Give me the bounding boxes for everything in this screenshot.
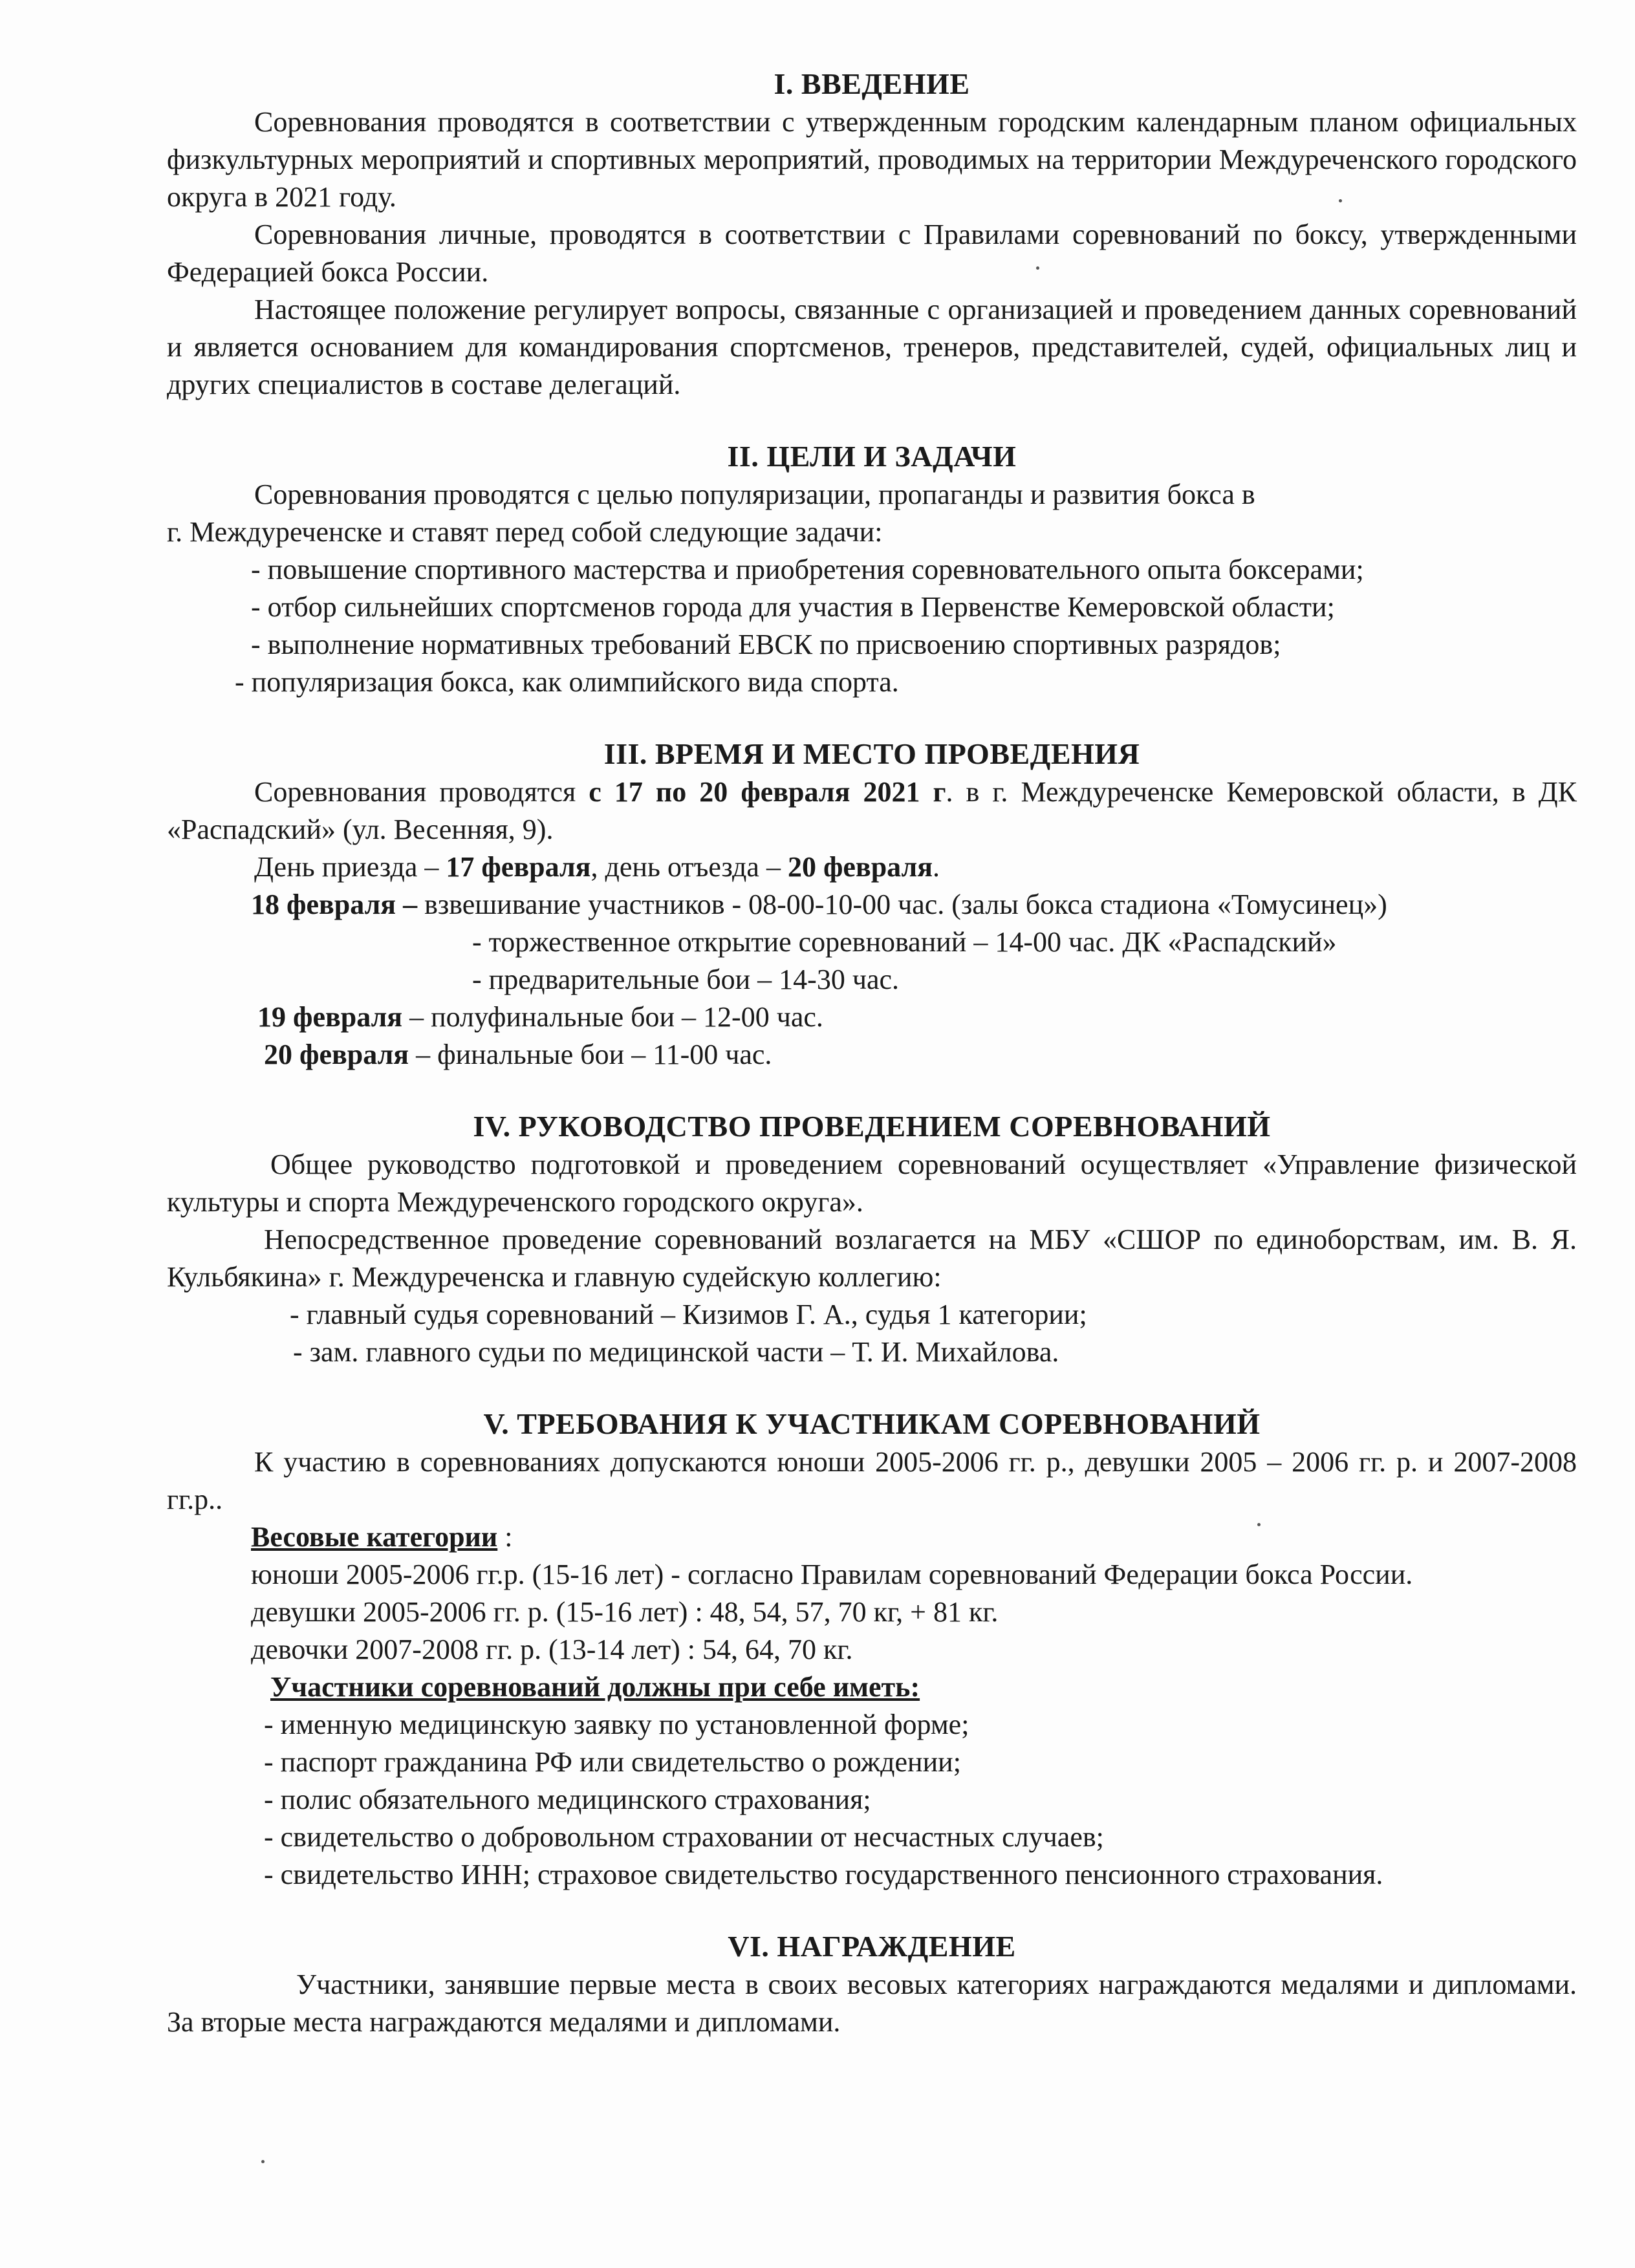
weight-category: девушки 2005-2006 гг. р. (15-16 лет) : 48, 54, 57, 70 кг, + 81 кг.	[251, 1596, 999, 1628]
schedule-line	[167, 999, 1577, 1036]
schedule-line	[167, 886, 1577, 923]
list-item: - популяризация бокса, как олимпийского вида спорта.	[235, 666, 899, 698]
section-title: VI. НАГРАЖДЕНИЕ	[728, 1930, 1016, 1963]
list-item: - свидетельство о добровольном страховании от несчастных случаев;	[264, 1821, 1104, 1853]
date-range: с 17 по 20 февраля 2021 г	[589, 776, 946, 808]
weight-categories-heading	[167, 1518, 1577, 1556]
schedule-date: 20 февраля	[264, 1039, 409, 1070]
section-title: IV. РУКОВОДСТВО ПРОВЕДЕНИЕМ СОРЕВНОВАНИЙ	[473, 1110, 1271, 1143]
schedule-line: - предварительные бои – 14-30 час.	[472, 964, 899, 995]
list-item: - отбор сильнейших спортсменов города для участия в Первенстве Кемеровской области;	[251, 591, 1335, 623]
section-introduction	[167, 65, 1577, 404]
list-item: - повышение спортивного мастерства и приобретения соревновательного опыта боксерами;	[251, 554, 1364, 585]
schedule-date: 18 февраля –	[251, 889, 418, 920]
schedule-text: – финальные бои – 11-00 час.	[409, 1039, 772, 1070]
section-management	[167, 1107, 1577, 1371]
weight-category: девочки 2007-2008 гг. р. (13-14 лет) : 54, 64, 70 кг.	[251, 1634, 853, 1665]
paragraph: г. Междуреченске и ставят перед собой следующие задачи:	[167, 516, 883, 548]
document-page	[167, 65, 1577, 2041]
paragraph: Участники, занявшие первые места в своих весовых категориях награждаются медалями и дипломами. За вторые места награждаются медалями и дипломами.	[167, 1969, 1577, 2038]
section-title: III. ВРЕМЯ И МЕСТО ПРОВЕДЕНИЯ	[603, 737, 1140, 770]
section-time-place	[167, 735, 1577, 1074]
text: .	[933, 851, 940, 883]
section-title: I. ВВЕДЕНИЕ	[774, 67, 970, 100]
text: . в г. Междуреченске Кемеровской области, в ДК «Распадский» (ул. Весенняя, 9).	[167, 776, 1577, 845]
schedule-text: взвешивание участников - 08-00-10-00 час. (залы бокса стадиона «Томусинец»)	[417, 889, 1387, 920]
list-item: - паспорт гражданина РФ или свидетельство о рождении;	[264, 1746, 961, 1778]
section-awards	[167, 1927, 1577, 2041]
paragraph: Соревнования личные, проводятся в соответствии с Правилами соревнований по боксу, утвержденными Федерацией бокса России.	[167, 219, 1577, 288]
paragraph	[167, 848, 1577, 886]
paragraph	[167, 773, 1577, 848]
list-item: - именную медицинскую заявку по установленной форме;	[264, 1709, 969, 1740]
schedule-line: - торжественное открытие соревнований – 14-00 час. ДК «Распадский»	[472, 926, 1337, 958]
scan-speck	[1339, 199, 1342, 202]
list-item: - выполнение нормативных требований ЕВСК по присвоению спортивных разрядов;	[251, 629, 1281, 660]
paragraph: Непосредственное проведение соревнований возлагается на МБУ «СШОР по единоборствам, им. В. Я. Кульбякина» г. Междуреченска и главную судейскую коллегию:	[167, 1224, 1577, 1293]
section-requirements	[167, 1405, 1577, 1894]
text: , день отъезда –	[590, 851, 788, 883]
section-title: V. ТРЕБОВАНИЯ К УЧАСТНИКАМ СОРЕВНОВАНИЙ	[483, 1407, 1261, 1440]
schedule-date: 19 февраля	[257, 1001, 403, 1033]
heading-text: Весовые категории	[251, 1521, 498, 1553]
schedule-line	[167, 1036, 1577, 1074]
text: :	[497, 1521, 513, 1553]
paragraph: К участию в соревнованиях допускаются юноши 2005-2006 гг. р., девушки 2005 – 2006 гг. р. и 2007-2008 гг.р..	[167, 1446, 1577, 1515]
section-title: II. ЦЕЛИ И ЗАДАЧИ	[727, 440, 1017, 473]
list-item: - главный судья соревнований – Кизимов Г. А., судья 1 категории;	[290, 1299, 1087, 1330]
schedule-text: – полуфинальные бои – 12-00 час.	[402, 1001, 823, 1033]
departure-date: 20 февраля	[787, 851, 933, 883]
list-item: - полис обязательного медицинского страхования;	[264, 1784, 871, 1815]
arrival-date: 17 февраля	[446, 851, 591, 883]
list-item: - зам. главного судьи по медицинской части – Т. И. Михайлова.	[293, 1336, 1059, 1368]
text: Соревнования проводятся	[254, 776, 589, 808]
list-item: - свидетельство ИНН; страховое свидетельство государственного пенсионного страхования.	[264, 1859, 1383, 1890]
paragraph: Соревнования проводятся в соответствии с утвержденным городским календарным планом официальных физкультурных мероприятий и спортивных мероприятий, проводимых на территории Междуреченского городского округа в 2021 году.	[167, 106, 1577, 213]
required-documents-heading: Участники соревнований должны при себе иметь:	[270, 1671, 920, 1703]
scan-speck	[1257, 1523, 1261, 1526]
paragraph: Соревнования проводятся с целью популяризации, пропаганды и развития бокса в	[254, 479, 1255, 510]
weight-category: юноши 2005-2006 гг.р. (15-16 лет) - согласно Правилам соревнований Федерации бокса России.	[251, 1559, 1413, 1590]
paragraph: Общее руководство подготовкой и проведением соревнований осуществляет «Управление физической культуры и спорта Междуреченского городского округа».	[167, 1149, 1577, 1218]
section-goals	[167, 437, 1577, 701]
scan-speck	[261, 2160, 265, 2163]
paragraph: Настоящее положение регулирует вопросы, связанные с организацией и проведением данных соревнований и является основанием для командирования спортсменов, тренеров, представителей, судей, официальных лиц и других специалистов в составе делегаций.	[167, 294, 1577, 400]
text: День приезда –	[254, 851, 446, 883]
scan-speck	[1036, 266, 1039, 270]
